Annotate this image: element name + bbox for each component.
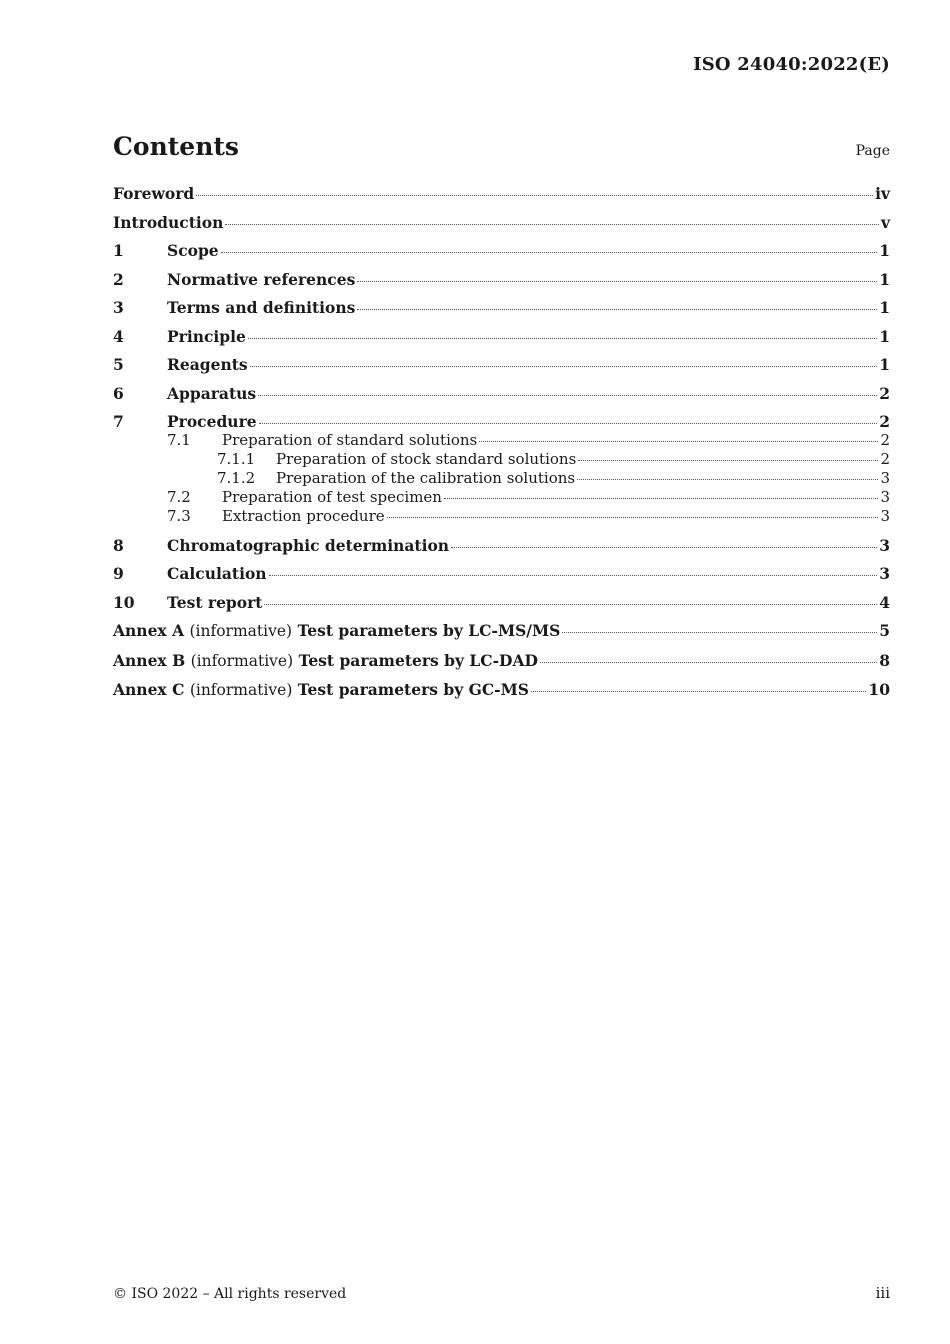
toc-entry-title: Preparation of test specimen bbox=[222, 488, 442, 506]
toc-entry-page: 1 bbox=[879, 298, 890, 317]
footer-copyright: © ISO 2022 – All rights reserved bbox=[113, 1286, 347, 1302]
toc-entry[interactable] bbox=[113, 450, 890, 469]
toc-entry-title: Principle bbox=[167, 326, 246, 346]
footer-page-number: iii bbox=[875, 1284, 890, 1302]
toc-entry-page: 1 bbox=[879, 241, 890, 260]
toc-entry-page: 5 bbox=[879, 621, 890, 640]
toc-entry[interactable] bbox=[113, 213, 890, 232]
toc-entry[interactable] bbox=[113, 431, 890, 450]
toc-entry[interactable] bbox=[113, 412, 890, 431]
toc-entry[interactable] bbox=[113, 184, 890, 203]
toc-entry-title: Preparation of standard solutions bbox=[222, 431, 478, 449]
toc-entry-title: Procedure bbox=[167, 412, 257, 431]
toc-entry[interactable] bbox=[113, 507, 890, 526]
table-of-contents bbox=[113, 184, 890, 700]
toc-entry-title: Extraction procedure bbox=[222, 507, 385, 525]
toc-entry[interactable] bbox=[113, 241, 890, 260]
dot-leader bbox=[479, 441, 878, 442]
toc-entry-title bbox=[113, 680, 529, 700]
toc-entry-page: 3 bbox=[880, 488, 890, 506]
dot-leader bbox=[357, 309, 877, 310]
toc-entry-title: Chromatographic determination bbox=[167, 535, 450, 555]
toc-entry-title: Preparation of stock standard solutions bbox=[276, 450, 577, 468]
toc-entry[interactable] bbox=[113, 564, 890, 583]
toc-entry-page: v bbox=[880, 212, 890, 232]
document-id: ISO 24040:2022(E) bbox=[693, 54, 890, 75]
toc-entry[interactable] bbox=[113, 298, 890, 317]
annex-label: Annex C bbox=[113, 680, 185, 699]
toc-entry[interactable] bbox=[113, 469, 890, 488]
toc-entry-number: 7.2 bbox=[167, 488, 191, 506]
dot-leader bbox=[578, 460, 878, 461]
annex-title: Test parameters by LC-DAD bbox=[298, 650, 538, 670]
toc-entry-title bbox=[113, 621, 560, 641]
toc-entry-page: 8 bbox=[879, 650, 890, 670]
toc-entry[interactable] bbox=[113, 355, 890, 374]
toc-entry-page: 4 bbox=[879, 592, 890, 612]
toc-entry-number: 7.1.2 bbox=[217, 469, 256, 487]
toc-entry[interactable] bbox=[113, 536, 890, 555]
toc-entry-page: 3 bbox=[880, 469, 890, 487]
toc-entry-number: 3 bbox=[113, 298, 124, 317]
toc-entry-number: 8 bbox=[113, 535, 124, 555]
annex-title: Test parameters by GC-MS bbox=[297, 680, 529, 699]
dot-leader bbox=[531, 691, 866, 692]
dot-leader bbox=[269, 575, 878, 576]
toc-entry-page: 1 bbox=[879, 355, 890, 374]
dot-leader bbox=[451, 547, 877, 548]
toc-entry-number: 6 bbox=[113, 383, 124, 403]
toc-entry-title: Terms and definitions bbox=[167, 298, 356, 317]
toc-entry-number: 7.1.1 bbox=[217, 450, 256, 468]
dot-leader bbox=[264, 604, 877, 605]
toc-entry-title: Introduction bbox=[113, 212, 224, 232]
toc-entry-number: 1 bbox=[113, 241, 124, 260]
toc-entry-page: 1 bbox=[879, 326, 890, 346]
toc-entry-page: 2 bbox=[880, 450, 890, 468]
toc-entry-title: Scope bbox=[167, 241, 219, 260]
dot-leader bbox=[248, 338, 877, 339]
toc-entry-page: 1 bbox=[879, 269, 890, 289]
toc-entry-page: 3 bbox=[879, 535, 890, 555]
page-column-label: Page bbox=[855, 143, 890, 159]
dot-leader bbox=[562, 632, 877, 633]
dot-leader bbox=[225, 224, 879, 225]
dot-leader bbox=[357, 281, 877, 282]
toc-entry-number: 5 bbox=[113, 355, 124, 374]
annex-qualifier: (informative) bbox=[189, 622, 293, 640]
toc-entry-page: 2 bbox=[879, 383, 890, 403]
toc-entry-number: 10 bbox=[113, 592, 135, 612]
dot-leader bbox=[577, 479, 878, 480]
toc-entry-title: Reagents bbox=[167, 355, 248, 374]
toc-entry-number: 9 bbox=[113, 564, 124, 583]
toc-entry[interactable] bbox=[113, 270, 890, 289]
toc-entry[interactable] bbox=[113, 384, 890, 403]
toc-entry[interactable] bbox=[113, 488, 890, 507]
toc-entry-number: 7.1 bbox=[167, 431, 191, 449]
contents-header bbox=[113, 132, 890, 166]
dot-leader bbox=[387, 517, 879, 518]
toc-entry-page: 3 bbox=[880, 507, 890, 525]
dot-leader bbox=[444, 498, 878, 499]
toc-entry-title: Calculation bbox=[167, 564, 267, 583]
dot-leader bbox=[540, 662, 877, 663]
annex-label: Annex B bbox=[113, 650, 186, 670]
toc-entry-title: Preparation of the calibration solutions bbox=[276, 469, 576, 487]
toc-entry-page: 2 bbox=[880, 431, 890, 449]
toc-entry-number: 2 bbox=[113, 269, 124, 289]
annex-label: Annex A bbox=[113, 621, 185, 640]
toc-entry-title: Foreword bbox=[113, 184, 195, 203]
dot-leader bbox=[221, 252, 878, 253]
contents-title: Contents bbox=[113, 132, 240, 161]
toc-entry-title: Test report bbox=[167, 592, 263, 612]
toc-entry-page: iv bbox=[875, 184, 890, 203]
dot-leader bbox=[250, 366, 878, 367]
toc-entry-title bbox=[113, 651, 538, 671]
toc-entry-number: 7 bbox=[113, 412, 124, 431]
toc-entry[interactable] bbox=[113, 327, 890, 346]
toc-entry-page: 3 bbox=[879, 564, 890, 583]
toc-entry-title: Normative references bbox=[167, 269, 356, 289]
annex-qualifier: (informative) bbox=[189, 681, 293, 699]
toc-entry-title: Apparatus bbox=[167, 383, 257, 403]
annex-qualifier: (informative) bbox=[190, 651, 294, 670]
toc-entry-number: 4 bbox=[113, 326, 124, 346]
toc-entry[interactable] bbox=[113, 593, 890, 612]
dot-leader bbox=[259, 423, 878, 424]
toc-entry[interactable] bbox=[113, 651, 890, 671]
toc-entry-page: 10 bbox=[868, 680, 890, 699]
toc-entry[interactable] bbox=[113, 621, 890, 641]
toc-entry-page: 2 bbox=[879, 412, 890, 431]
dot-leader bbox=[196, 195, 873, 196]
toc-entry-number: 7.3 bbox=[167, 507, 191, 525]
dot-leader bbox=[258, 395, 877, 396]
toc-entry[interactable] bbox=[113, 680, 890, 700]
annex-title: Test parameters by LC-MS/MS bbox=[297, 621, 561, 640]
